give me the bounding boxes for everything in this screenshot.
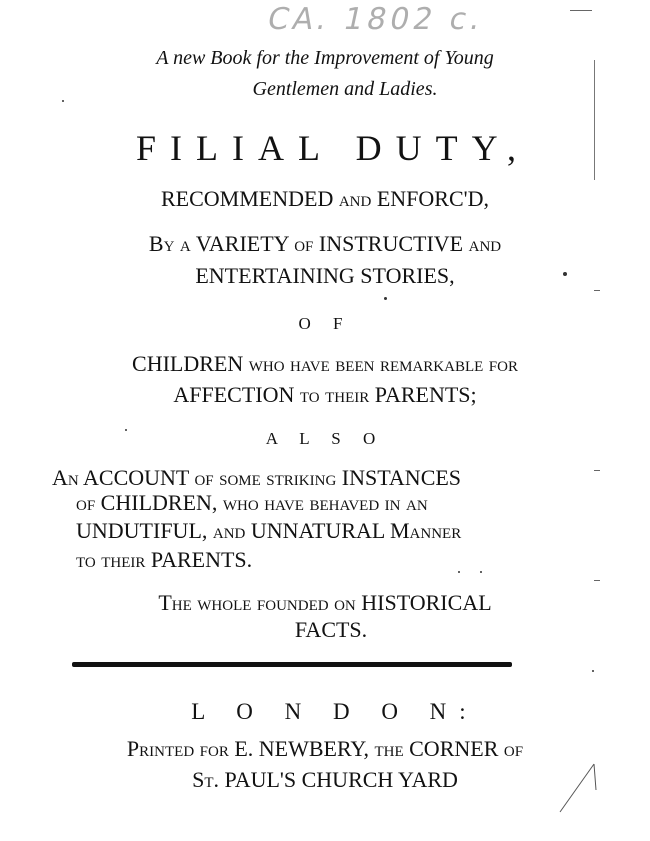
imprint-line-2: St. PAUL'S CHURCH YARD: [192, 767, 458, 792]
imprint-city: L O N D O N:: [191, 699, 479, 724]
scan-mark: [570, 10, 592, 11]
subtitle-line-1: RECOMMENDED and ENFORC'D,: [161, 186, 489, 211]
account-line-4: to their PARENTS.: [76, 547, 253, 572]
scan-edge-line: [594, 60, 595, 180]
scan-speck: [458, 571, 460, 573]
scan-speck: [592, 670, 594, 672]
children-line-1: CHILDREN who have been remarkable for: [132, 351, 518, 376]
scan-speck: [62, 100, 64, 102]
horizontal-rule: [72, 662, 512, 667]
scan-mark: [594, 470, 600, 471]
scan-speck: [480, 571, 482, 573]
scan-mark: [594, 580, 600, 581]
scan-speck: [384, 297, 387, 300]
scan-edge-mark: [550, 760, 610, 820]
header-line-2: Gentlemen and Ladies.: [252, 78, 438, 100]
scan-speck: [563, 272, 567, 276]
scan-mark: [594, 290, 600, 291]
account-line-3: UNDUTIFUL, and UNNATURAL Manner: [76, 518, 462, 543]
children-line-2: AFFECTION to their PARENTS;: [173, 382, 477, 407]
whole-line-1: The whole founded on HISTORICAL: [158, 590, 492, 615]
also-line: A L S O: [265, 429, 385, 448]
account-line-1: An ACCOUNT of some striking INSTANCES: [52, 465, 462, 490]
whole-line-2: FACTS.: [294, 617, 368, 642]
page-title: FILIAL DUTY,: [136, 128, 530, 168]
of-line: O F: [298, 314, 352, 333]
subtitle-line-3: ENTERTAINING STORIES,: [195, 263, 455, 288]
imprint-line-1: Printed for E. NEWBERY, the CORNER of: [126, 736, 524, 761]
handwritten-note: CA. 1802 c.: [264, 2, 488, 37]
scan-speck: [125, 429, 127, 431]
header-line-1: A new Book for the Improvement of Young: [156, 47, 494, 69]
subtitle-line-2: By a VARIETY of INSTRUCTIVE and: [148, 231, 502, 256]
account-line-2: of CHILDREN, who have behaved in an: [76, 490, 428, 515]
